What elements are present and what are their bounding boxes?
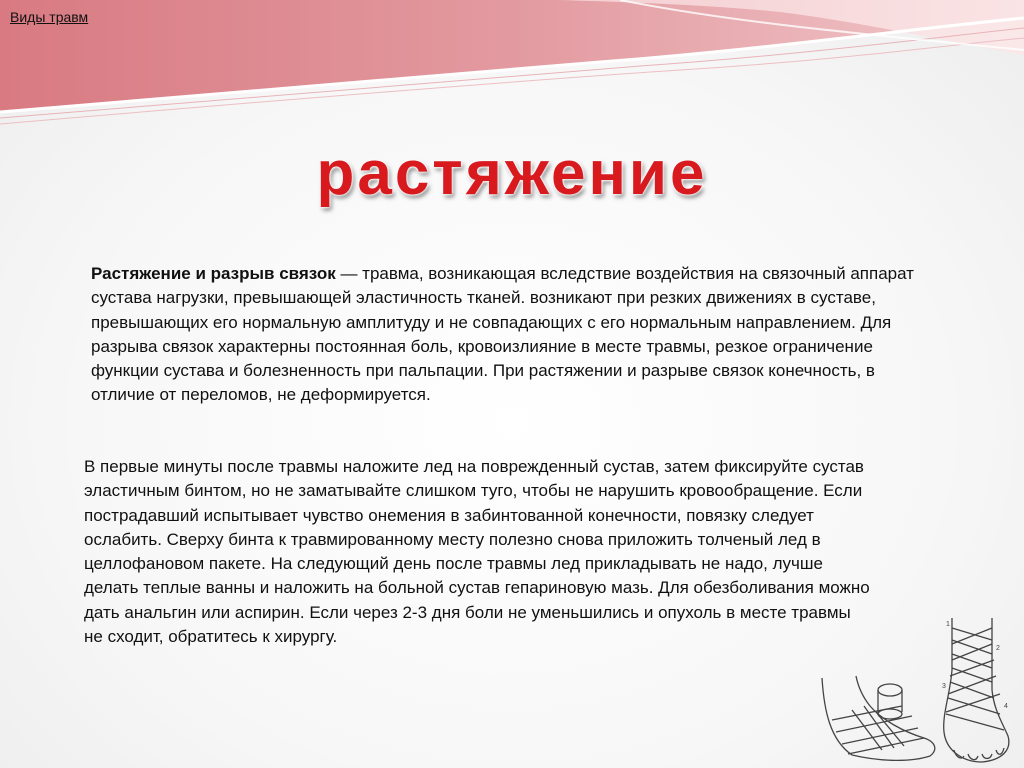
definition-term: Растяжение и разрыв связок bbox=[91, 264, 336, 283]
slide-title: растяжение bbox=[316, 139, 708, 208]
definition-paragraph bbox=[91, 262, 941, 408]
illustration-label-4: 4 bbox=[1004, 703, 1008, 710]
header-wave-decoration bbox=[0, 0, 1024, 130]
definition-text: — травма, возникающая вследствие воздействия на связочный аппарат сустава нагрузки, превышающей эластичность тканей. возникают при резких движениях в суставе, превышающих его нормальную амплитуду и не совпадающих с его нормальным направлением. Для разрыва связок характерны постоянная боль, кровоизлияние в месте травмы, резкое ограничение функции сустава и болезненность при пальпации. При растяжении и разрыве связок конечность, в отличие от переломов, не деформируется. bbox=[91, 264, 914, 405]
illustration-label-1: 1 bbox=[946, 621, 950, 628]
first-aid-paragraph: В первые минуты после травмы наложите лед на поврежденный сустав, затем фиксируйте сустав эластичным бинтом, но не заматывайте слишком туго, чтобы не нарушить кровообращение. Если пострадавший испытывает чувство онемения в забинтованной конечности, повязку следует ослабить. Сверху бинта к травмированному месту полезно снова приложить толченый лед в целлофановом пакете. На следующий день после травмы лед прикладывать не надо, лучше делать теплые ванны и наложить на больной сустав гепариновую мазь. Для обезболивания можно дать анальгин или аспирин. Если через 2-3 дня боли не уменьшились и опухоль в месте травмы не сходит, обратитесь к хирургу. bbox=[84, 457, 870, 647]
illustration-label-3: 3 bbox=[942, 683, 946, 690]
illustration-label-2: 2 bbox=[996, 645, 1000, 652]
bandaged-foot-illustration bbox=[812, 610, 1024, 768]
nav-link-injury-types[interactable]: Виды травм bbox=[10, 9, 89, 25]
